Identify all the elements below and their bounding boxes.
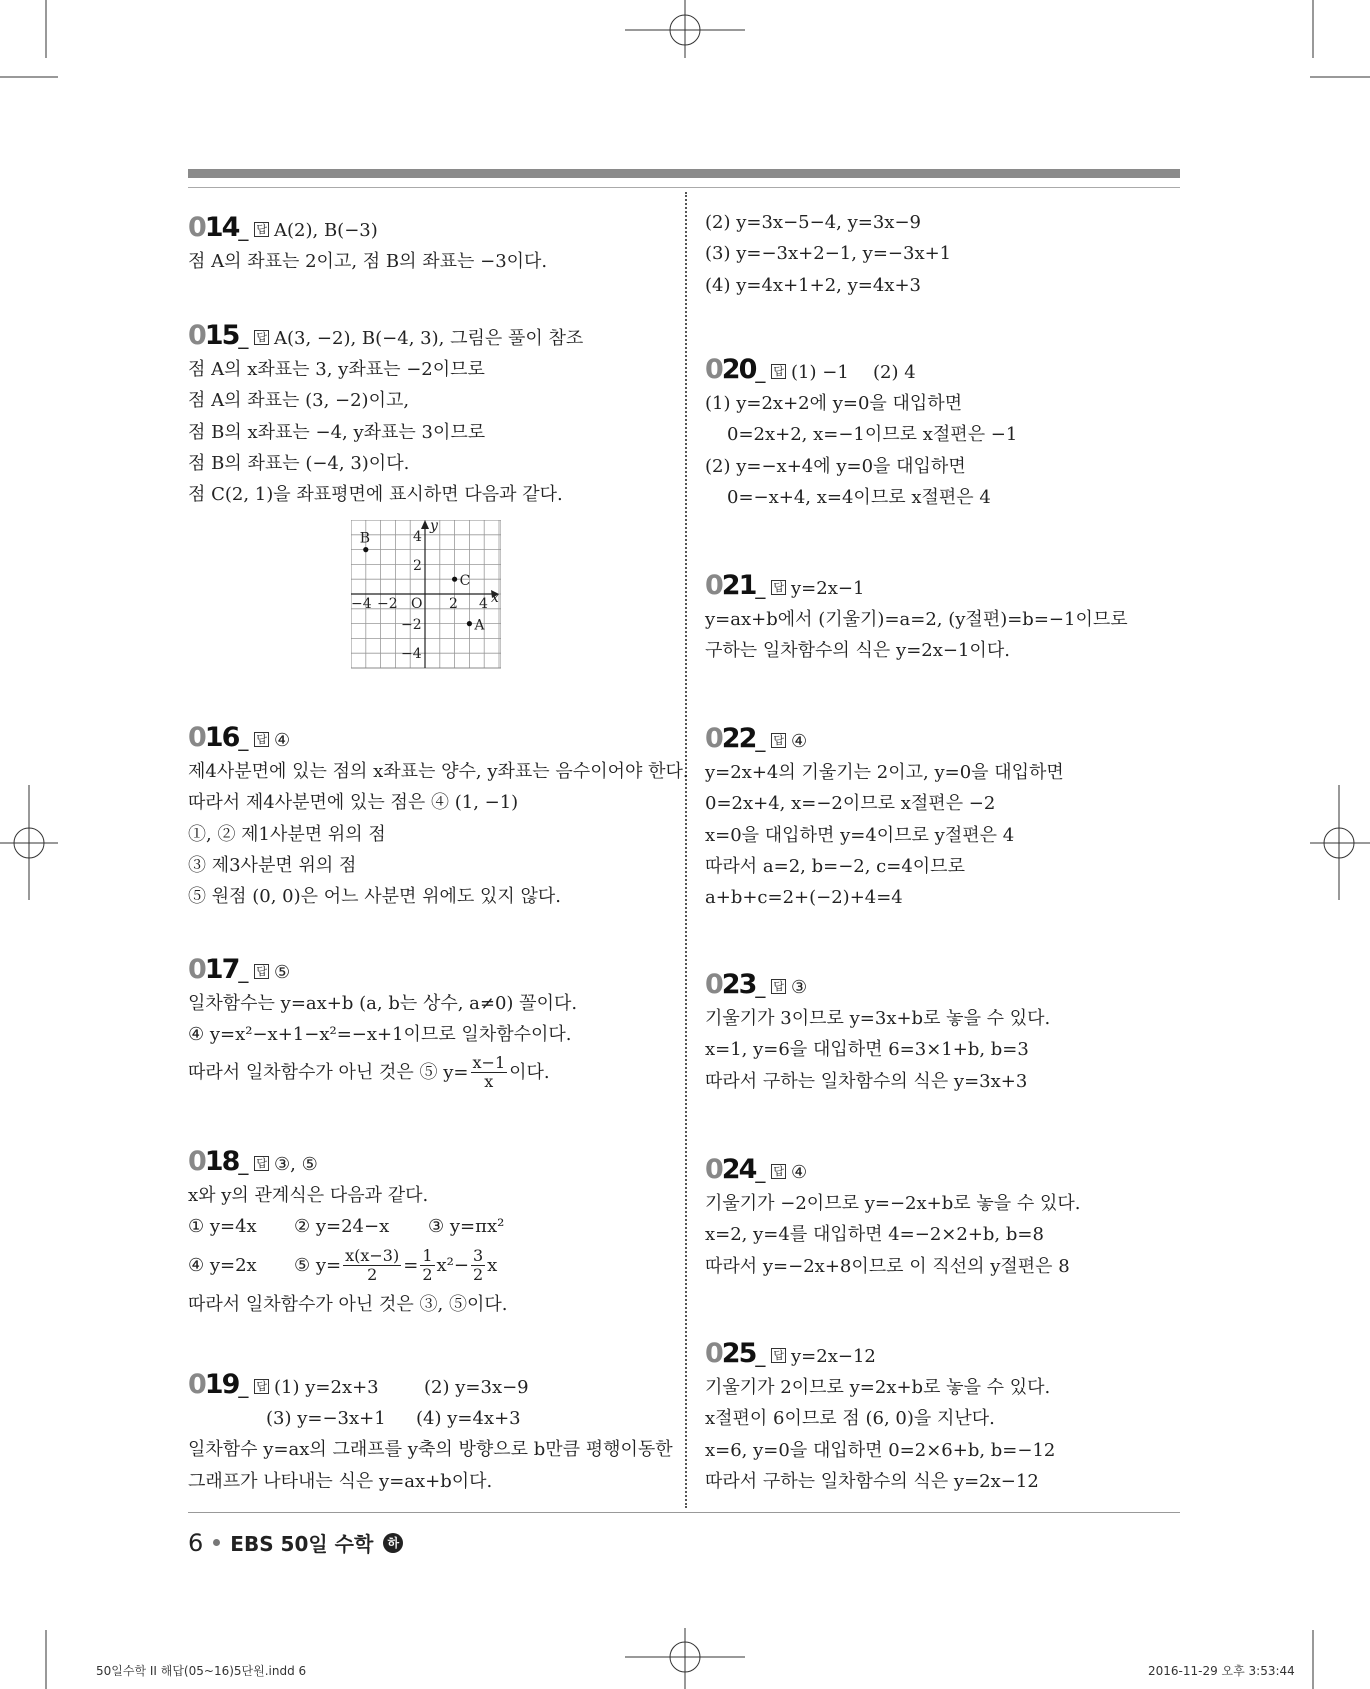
item: ② y=24−x <box>294 1216 390 1238</box>
numerator: 3 <box>472 1246 484 1266</box>
text: 따라서 일차함수가 아닌 것은 ⑤ y= <box>188 1061 469 1083</box>
answer: (3) y=−3x+1 <box>266 1408 386 1429</box>
date-slug: 2016-11-29 오후 3:53:44 <box>1148 1664 1295 1678</box>
item: ③ y=πx² <box>428 1216 505 1238</box>
problem-number: 016 <box>188 722 239 753</box>
answer: A(3, −2), B(−4, 3), 그림은 풀이 참조 <box>274 328 584 349</box>
solution-line: 제4사분면에 있는 점의 x좌표는 양수, y좌표는 음수이어야 한다. <box>188 761 689 782</box>
y-tick: −4 <box>401 646 422 662</box>
page-footer <box>188 1528 403 1557</box>
answer: y=2x−1 <box>791 578 865 599</box>
column-divider <box>685 192 687 1508</box>
solution-line <box>188 1211 668 1242</box>
problem-number: 021 <box>705 570 756 601</box>
solution-line: x절편이 6이므로 점 (6, 0)을 지난다. <box>705 1408 995 1430</box>
x-axis-label: x <box>491 590 499 606</box>
solution-line: 따라서 제4사분면에 있는 점은 ④ (1, −1) <box>188 792 519 814</box>
answer-badge: 답 <box>773 365 785 378</box>
solution-line: 따라서 구하는 일차함수의 식은 y=3x+3 <box>705 1070 1028 1092</box>
text: x²− <box>436 1254 469 1276</box>
answer-badge: 답 <box>256 965 268 978</box>
answer: ④ <box>274 730 291 751</box>
book-title: EBS 50일 수학 <box>230 1532 374 1556</box>
numerator: 1 <box>422 1246 433 1266</box>
answer: (1) −1 <box>791 362 849 383</box>
solution-line: 점 A의 좌표는 (3, −2)이고, <box>188 390 410 412</box>
solution-line: x=2, y=4를 대입하면 4=−2×2+b, b=8 <box>705 1224 1044 1246</box>
bullet-icon <box>213 1539 220 1546</box>
y-tick: 4 <box>413 529 422 545</box>
answer-badge: 답 <box>256 1157 268 1170</box>
answer-badge: 답 <box>773 1165 785 1178</box>
fraction <box>471 1247 485 1284</box>
answer-badge: 답 <box>773 980 785 993</box>
solution-line: 기울기가 −2이므로 y=−2x+b로 놓을 수 있다. <box>705 1193 1081 1214</box>
problem-023: 023 _ 답 ③ 기울기가 3이므로 y=3x+b로 놓을 수 있다. x=1, y=6을 대입하면 6=3×1+b, b=3 따라서 구하는 일차함수의 식은 y=3x+3 <box>705 969 1180 1097</box>
solution-line: x=6, y=0을 대입하면 0=2×6+b, b=−12 <box>705 1439 1056 1461</box>
y-tick: 2 <box>413 558 422 574</box>
text: x <box>487 1254 498 1276</box>
answer: (2) y=3x−9 <box>424 1377 529 1398</box>
answer: ③ <box>791 977 808 998</box>
answer: (1) y=2x+3 <box>274 1377 379 1398</box>
point-label: C <box>459 573 471 590</box>
solution-line: 기울기가 3이므로 y=3x+b로 놓을 수 있다. <box>705 1008 1051 1029</box>
problem-015: 015 _ 답 A(3, −2), B(−4, 3), 그림은 풀이 참조 점 A의 x좌표는 3, y좌표는 −2이므로 점 A의 좌표는 (3, −2)이고, 점 B의 x좌표는 −4, y좌표는 3이므로 점 B의 좌표는 (−4, 3)이다. 점 C(2, 1)을 좌표평면에 표시하면 다음과 같다. <box>188 320 668 510</box>
solution-line: 그래프가 나타내는 식은 y=ax+b이다. <box>188 1470 493 1492</box>
x-tick: 4 <box>479 596 488 612</box>
problem-number: 017 <box>188 954 239 985</box>
answer-badge: 답 <box>773 1349 785 1362</box>
answer: (4) y=4x+3 <box>416 1408 521 1429</box>
solution-line: 점 A의 좌표는 2이고, 점 B의 좌표는 −3이다. <box>188 251 548 272</box>
volume-badge: 하 <box>383 1533 403 1553</box>
solution-line: 따라서 구하는 일차함수의 식은 y=2x−12 <box>705 1470 1039 1492</box>
solution-line: 점 C(2, 1)을 좌표평면에 표시하면 다음과 같다. <box>188 484 563 506</box>
item: ④ y=2x <box>188 1254 257 1276</box>
problem-number: 020 <box>705 354 756 385</box>
problem-017: 017 _ 답 ⑤ 일차함수는 y=ax+b (a, b는 상수, a≠0) 꼴이다. ④ y=x²−x+1−x²=−x+1이므로 일차함수이다. 따라서 일차함수가 아닌 것은 ⑤ y= $\frac{x-1}{x}$ 이다. <box>188 954 668 1095</box>
problem-020: 020 _ 답 (1) −1 (2) 4 (1) y=2x+2에 y=0을 대입하면 0=2x+2, x=−1이므로 x절편은 −1 (2) y=−x+4에 y=0을 대입하면 0=−x+4, x=4이므로 x절편은 4 <box>705 354 1180 513</box>
answer: ④ <box>791 731 808 752</box>
solution-line: ①, ② 제1사분면 위의 점 <box>188 823 386 845</box>
problem-022: 022 _ 답 ④ y=2x+4의 기울기는 2이고, y=0을 대입하면 0=2x+4, x=−2이므로 x절편은 −2 x=0을 대입하면 y=4이므로 y절편은 4 따라서 a=2, b=−2, c=4이므로 a+b+c=2+(−2)+4=4 <box>705 723 1180 913</box>
solution-line: 따라서 a=2, b=−2, c=4이므로 <box>705 855 965 877</box>
y-arrow-icon <box>421 520 429 529</box>
denominator: 2 <box>472 1265 484 1285</box>
solution-line: (4) y=4x+1+2, y=4x+3 <box>705 274 921 296</box>
problem-014: 014 _ 답 A(2), B(−3) 점 A의 좌표는 2이고, 점 B의 좌표는 −3이다. <box>188 212 668 277</box>
y-axis-label: y <box>430 520 438 534</box>
fraction <box>420 1247 434 1284</box>
solution-line <box>188 1051 668 1095</box>
header-rule <box>188 187 1180 188</box>
solution-line <box>188 1243 668 1289</box>
denominator: x <box>484 1072 494 1092</box>
solution-line: (1) y=2x+2에 y=0을 대입하면 <box>705 393 963 414</box>
solution-line: (2) y=−x+4에 y=0을 대입하면 <box>705 455 966 477</box>
solution-line: 기울기가 2이므로 y=2x+b로 놓을 수 있다. <box>705 1377 1051 1398</box>
x-tick: 2 <box>449 596 458 612</box>
problem-018: 018 _ 답 ③, ⑤ x와 y의 관계식은 다음과 같다. ① y=4x ② y=24−x ③ y=πx² ④ y=2x ⑤ y= $\frac{x(x-3)}{2}$ = $\frac{1}{2}$ x²− $\frac{3}{2}$ x 따라서 일차함수가 아닌 것은 ③, ⑤이다. <box>188 1146 668 1320</box>
answer: y=2x−12 <box>791 1346 876 1367</box>
solution-line: x=0을 대입하면 y=4이므로 y절편은 4 <box>705 824 1015 846</box>
file-slug: 50일수학 II 해답(05~16)5단원.indd 6 <box>96 1664 307 1678</box>
answer: ③, ⑤ <box>274 1154 318 1175</box>
text: ⑤ y= <box>294 1254 342 1276</box>
solution-line: 0=2x+4, x=−2이므로 x절편은 −2 <box>705 793 996 815</box>
solution-line: 따라서 일차함수가 아닌 것은 ③, ⑤이다. <box>188 1293 508 1315</box>
problem-number: 025 <box>705 1338 756 1369</box>
problem-number: 023 <box>705 969 756 1000</box>
point-label: B <box>359 530 371 547</box>
solution-line: 일차함수는 y=ax+b (a, b는 상수, a≠0) 꼴이다. <box>188 993 578 1014</box>
denominator: 2 <box>422 1265 433 1285</box>
y-tick: −2 <box>401 617 422 633</box>
problem-number: 024 <box>705 1154 756 1185</box>
problem-number: 014 <box>188 212 239 243</box>
fraction <box>343 1247 401 1284</box>
answer-badge: 답 <box>256 733 268 746</box>
coordinate-plane <box>351 520 501 670</box>
point-label: A <box>474 617 485 634</box>
answer-badge: 답 <box>773 734 785 747</box>
solution-line: 0=2x+2, x=−1이므로 x절편은 −1 <box>727 424 1018 446</box>
solution-line: y=ax+b에서 (기울기)=a=2, (y절편)=b=−1이므로 <box>705 609 1128 630</box>
answer-badge: 답 <box>256 331 268 344</box>
problem-019-continued <box>705 207 1180 301</box>
problem-number: 018 <box>188 1146 239 1177</box>
solution-line: x와 y의 관계식은 다음과 같다. <box>188 1185 429 1206</box>
point-A <box>467 621 472 626</box>
solution-line: a+b+c=2+(−2)+4=4 <box>705 887 903 909</box>
solution-line: y=2x+4의 기울기는 2이고, y=0을 대입하면 <box>705 762 1064 783</box>
problem-025: 025 _ 답 y=2x−12 기울기가 2이므로 y=2x+b로 놓을 수 있다. x절편이 6이므로 점 (6, 0)을 지난다. x=6, y=0을 대입하면 0=2×6+b, b=−12 따라서 구하는 일차함수의 식은 y=2x−12 <box>705 1338 1180 1497</box>
solution-line: 점 B의 좌표는 (−4, 3)이다. <box>188 452 410 474</box>
solution-line: 구하는 일차함수의 식은 y=2x−1이다. <box>705 640 1010 662</box>
text: = <box>403 1254 419 1276</box>
problem-number: 015 <box>188 320 239 351</box>
problem-016: 016 _ 답 ④ 제4사분면에 있는 점의 x좌표는 양수, y좌표는 음수이어야 한다. 따라서 제4사분면에 있는 점은 ④ (1, −1) ①, ② 제1사분면 위의 점 ③ 제3사분면 위의 점 ⑤ 원점 (0, 0)은 어느 사분면 위에도 있지 않다. <box>188 722 668 912</box>
header-bar <box>188 169 1180 178</box>
solution-line: 0=−x+4, x=4이므로 x절편은 4 <box>727 486 991 508</box>
problem-number: 022 <box>705 723 756 754</box>
origin-label: O <box>411 596 423 612</box>
solution-line: 점 A의 x좌표는 3, y좌표는 −2이므로 <box>188 359 485 380</box>
problem-019: 019 _ 답 (1) y=2x+3 (2) y=3x−9 (3) y=−3x+1 (4) y=4x+3 일차함수 y=ax의 그래프를 y축의 방향으로 b만큼 평행이동한 그래프가 나타내는 식은 y=ax+b이다. <box>188 1369 668 1497</box>
answer-badge: 답 <box>256 1380 268 1393</box>
problem-024: 024 _ 답 ④ 기울기가 −2이므로 y=−2x+b로 놓을 수 있다. x=2, y=4를 대입하면 4=−2×2+b, b=8 따라서 y=−2x+8이므로 이 직선의 y절편은 8 <box>705 1154 1180 1282</box>
answer: (2) 4 <box>873 362 916 383</box>
solution-line: (3) y=−3x+2−1, y=−3x+1 <box>705 243 952 265</box>
solution-line: ④ y=x²−x+1−x²=−x+1이므로 일차함수이다. <box>188 1024 572 1046</box>
text: 이다. <box>509 1061 550 1083</box>
solution-line: 따라서 y=−2x+8이므로 이 직선의 y절편은 8 <box>705 1255 1070 1277</box>
answer-badge: 답 <box>773 581 785 594</box>
footer-rule <box>188 1512 1180 1513</box>
numerator: x−1 <box>472 1053 506 1073</box>
solution-line: 일차함수 y=ax의 그래프를 y축의 방향으로 b만큼 평행이동한 <box>188 1439 673 1461</box>
solution-line: (2) y=3x−5−4, y=3x−9 <box>705 212 921 233</box>
solution-line: ⑤ 원점 (0, 0)은 어느 사분면 위에도 있지 않다. <box>188 886 561 908</box>
point-B <box>363 547 368 552</box>
problem-021: 021 _ 답 y=2x−1 y=ax+b에서 (기울기)=a=2, (y절편)=b=−1이므로 구하는 일차함수의 식은 y=2x−1이다. <box>705 570 1180 667</box>
answer-line <box>188 1403 668 1434</box>
answer: ⑤ <box>274 962 291 983</box>
answer: ④ <box>791 1162 808 1183</box>
point-C <box>452 577 457 582</box>
solution-line: 점 B의 x좌표는 −4, y좌표는 3이므로 <box>188 421 486 443</box>
problem-number: 019 <box>188 1369 239 1400</box>
fraction <box>471 1054 508 1091</box>
solution-line: ③ 제3사분면 위의 점 <box>188 854 357 876</box>
page-number: 6 <box>188 1528 204 1557</box>
solution-line: x=1, y=6을 대입하면 6=3×1+b, b=3 <box>705 1039 1029 1061</box>
denominator: 2 <box>367 1265 378 1285</box>
item: ① y=4x <box>188 1216 257 1238</box>
x-tick: −4 <box>351 596 372 612</box>
answer-badge: 답 <box>256 223 268 236</box>
numerator: x(x−3) <box>345 1246 400 1266</box>
x-tick: −2 <box>377 596 398 612</box>
answer: A(2), B(−3) <box>274 220 378 241</box>
